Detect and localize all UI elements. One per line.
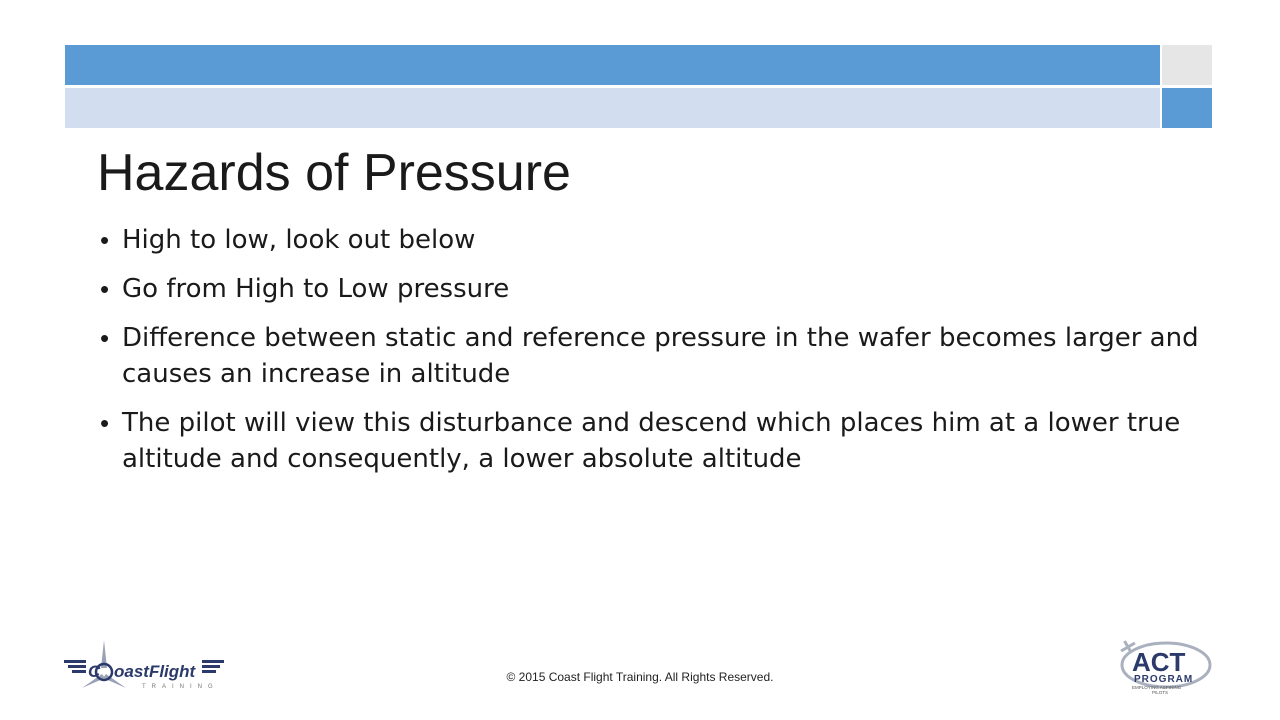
bullet-text: The pilot will view this disturbance and descend which places him at a lower true altitude and consequently, a lower absolute altitude (122, 408, 1181, 474)
header-bar-top (65, 45, 1160, 85)
svg-text:EMPLOYING ASPIRING: EMPLOYING ASPIRING (1132, 685, 1182, 690)
svg-text:PROGRAM: PROGRAM (1134, 674, 1194, 685)
act-program-logo (1108, 635, 1214, 697)
bullet-text: Difference between static and reference pressure in the wafer becomes larger and causes an increase in altitude (122, 323, 1199, 389)
bullet-list (100, 222, 1200, 490)
bullet-item (100, 222, 1200, 258)
svg-text:ACT: ACT (1132, 647, 1186, 677)
footer-copyright: © 2015 Coast Flight Training. All Rights Reserved. (506, 670, 774, 684)
bullet-dot: • (100, 323, 110, 353)
bullet-dot: • (100, 408, 110, 438)
svg-text:TRAINING: TRAINING (142, 684, 219, 690)
bullet-dot: • (100, 225, 110, 255)
header-bar-bottom (65, 88, 1160, 128)
bullet-text: High to low, look out below (122, 225, 476, 255)
slide-title: Hazards of Pressure (97, 144, 571, 202)
svg-text:C: C (88, 662, 101, 681)
bullet-item (100, 271, 1200, 307)
svg-text:oastFlight: oastFlight (114, 662, 196, 681)
svg-text:PILOTS: PILOTS (1152, 690, 1169, 695)
header-block-top-right (1162, 45, 1212, 85)
act-program-logo-icon (1108, 635, 1214, 697)
bullet-item (100, 320, 1200, 392)
header-block-bottom-right (1162, 88, 1212, 128)
bullet-text: Go from High to Low pressure (122, 274, 510, 304)
bullet-dot: • (100, 274, 110, 304)
bullet-item (100, 405, 1200, 477)
